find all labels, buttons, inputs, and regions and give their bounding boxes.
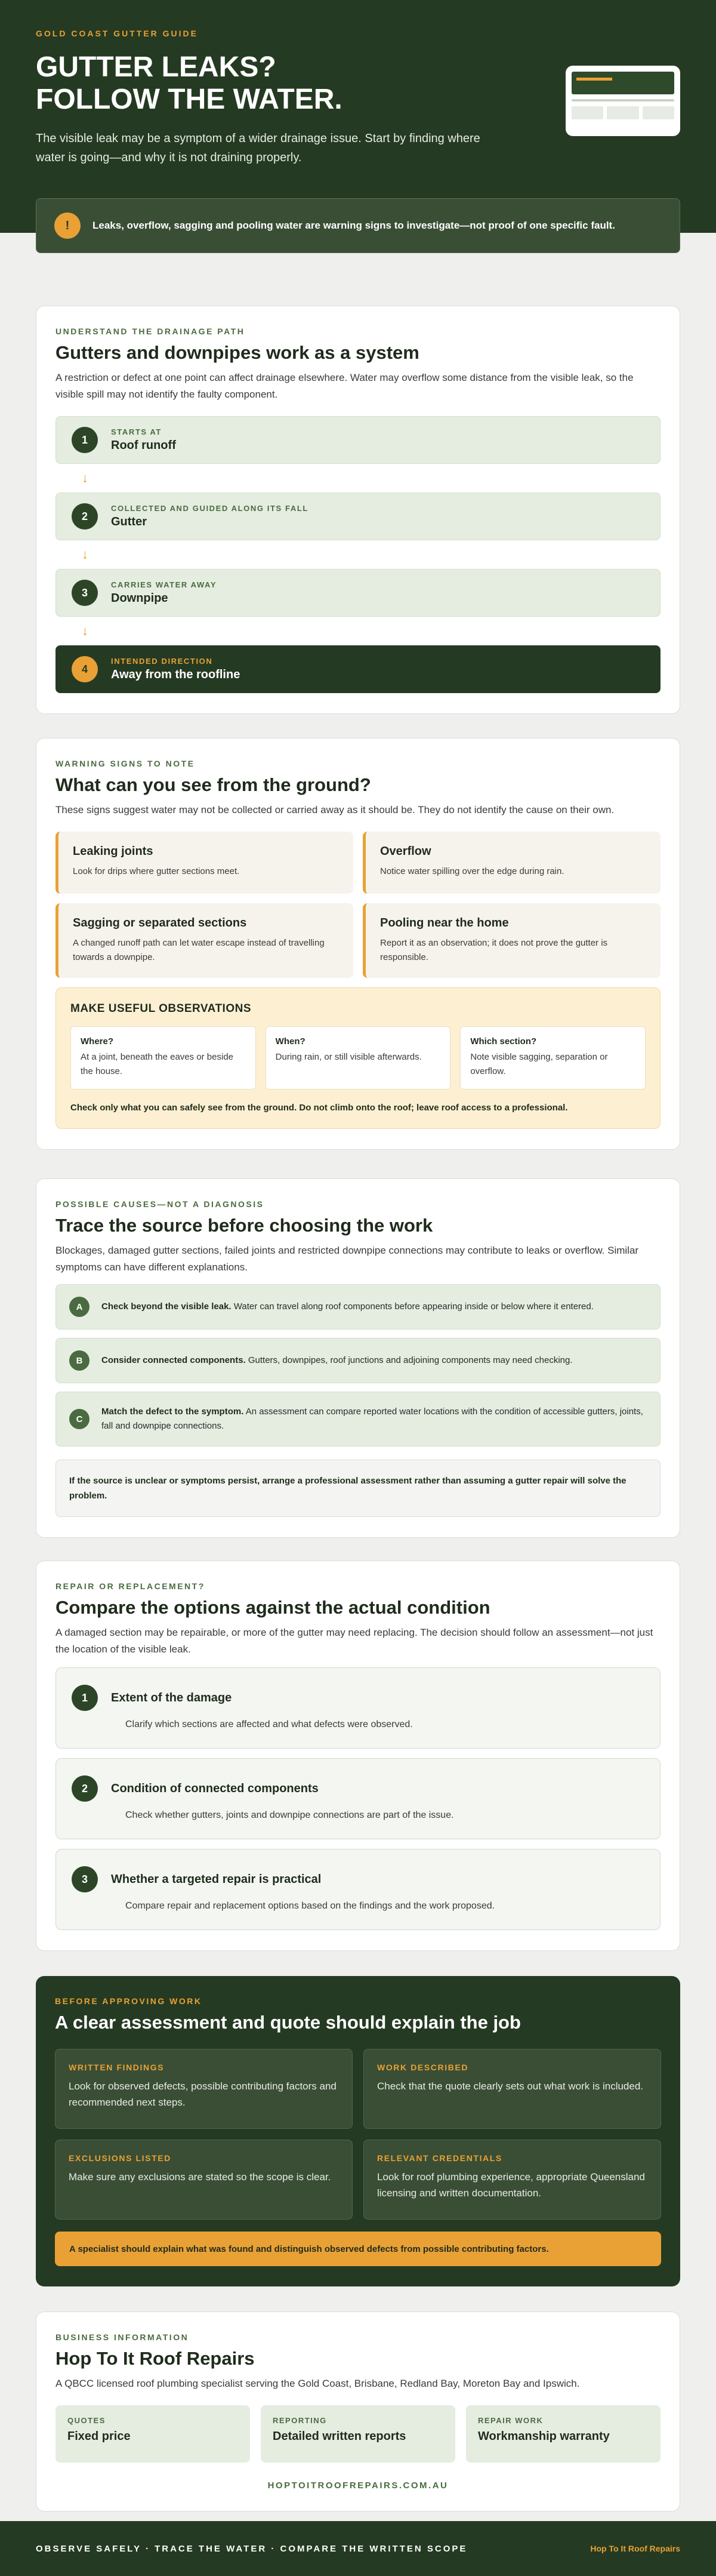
sign-title: Leaking joints bbox=[73, 845, 153, 858]
observations-safety-note: Check only what you can safely see from the ground. Do not climb onto the roof; leave roof access to a professional. bbox=[70, 1103, 568, 1113]
approve-text: Make sure any exclusions are stated so the scope is clear. bbox=[69, 2171, 331, 2183]
observations-title: MAKE USEFUL OBSERVATIONS bbox=[70, 1002, 252, 1015]
step-number: 2 bbox=[72, 503, 98, 530]
approve-text: Check that the quote clearly sets out what work is included. bbox=[377, 2081, 644, 2092]
hero-section bbox=[0, 0, 716, 233]
sign-text: Report it as an observation; it does not prove the gutter is responsible. bbox=[380, 938, 608, 962]
step-label: INTENDED DIRECTION bbox=[111, 657, 213, 666]
hero-lede: The visible leak may be a symptom of a wider drainage issue. Start by finding where water is going—and why it is not draining properly. bbox=[36, 132, 480, 164]
repair-card bbox=[36, 1561, 680, 1951]
signs-eyebrow: WARNING SIGNS TO NOTE bbox=[55, 759, 195, 768]
drainage-flow bbox=[55, 416, 661, 693]
business-value: Detailed written reports bbox=[273, 2430, 406, 2443]
sign-overflow bbox=[363, 832, 661, 894]
business-label: REPAIR WORK bbox=[478, 2416, 544, 2425]
business-card bbox=[36, 2312, 680, 2512]
arrow-down-icon: ↓ bbox=[82, 547, 88, 562]
option-number: 3 bbox=[72, 1866, 98, 1892]
thumbnail-columns bbox=[572, 106, 674, 119]
business-label: QUOTES bbox=[67, 2416, 106, 2425]
cause-detail: Water can travel along roof components before appearing inside or below where it entered. bbox=[231, 1301, 594, 1312]
cause-item-a bbox=[55, 1284, 661, 1329]
option-connected-components bbox=[55, 1758, 661, 1839]
cause-bold: Check beyond the visible leak. bbox=[101, 1301, 232, 1312]
hero-title bbox=[36, 51, 453, 116]
step-name: Roof runoff bbox=[111, 439, 176, 452]
step-number: 3 bbox=[72, 580, 98, 606]
warning-signs-card bbox=[36, 738, 680, 1150]
approve-label: WRITTEN FINDINGS bbox=[69, 2063, 165, 2072]
option-text: Compare repair and replacement options based on the findings and the work proposed. bbox=[125, 1901, 495, 1911]
step-name: Downpipe bbox=[111, 592, 168, 605]
cause-letter: B bbox=[69, 1350, 90, 1371]
approve-written-findings bbox=[55, 2049, 353, 2129]
repair-title: Compare the options against the actual condition bbox=[55, 1597, 490, 1618]
approve-relevant-credentials bbox=[363, 2140, 661, 2220]
causes-note: If the source is unclear or symptoms persist, arrange a professional assessment rather than assuming a gutter repair will solve the problem. bbox=[55, 1460, 661, 1517]
observation-answer: During rain, or still visible afterwards. bbox=[275, 1052, 422, 1062]
hero-title-line-1: GUTTER LEAKS? bbox=[36, 51, 276, 83]
drainage-eyebrow: UNDERSTAND THE DRAINAGE PATH bbox=[55, 327, 245, 336]
cause-text bbox=[101, 1353, 573, 1368]
website-link[interactable]: HOPTOITROOFREPAIRS.COM.AU bbox=[267, 2480, 449, 2491]
footer-brand-link[interactable]: Hop To It Roof Repairs bbox=[590, 2544, 680, 2553]
cause-letter: C bbox=[69, 1409, 90, 1429]
cause-text bbox=[101, 1300, 594, 1314]
causes-card bbox=[36, 1178, 680, 1538]
business-eyebrow: BUSINESS INFORMATION bbox=[55, 2332, 189, 2342]
business-lede: A QBCC licensed roof plumbing specialist serving the Gold Coast, Brisbane, Redland Bay, Moreton Bay and Ipswich. bbox=[55, 2378, 580, 2389]
step-label: CARRIES WATER AWAY bbox=[111, 580, 217, 589]
signs-lede: These signs suggest water may not be collected or carried away as it should be. They do not identify the cause on their own. bbox=[55, 804, 615, 815]
business-repair-work bbox=[466, 2405, 661, 2463]
thumbnail-header bbox=[572, 72, 674, 94]
observation-when bbox=[266, 1026, 451, 1090]
business-grid bbox=[55, 2405, 661, 2463]
cause-item-b bbox=[55, 1338, 661, 1383]
sign-leaking-joints bbox=[55, 832, 353, 894]
option-title: Condition of connected components bbox=[111, 1781, 319, 1795]
approve-card bbox=[36, 1976, 680, 2286]
approve-text: Look for observed defects, possible contributing factors and recommended next steps. bbox=[69, 2081, 337, 2108]
sign-text: A changed runoff path can let water escape instead of travelling towards a downpipe. bbox=[73, 938, 325, 962]
step-name: Away from the roofline bbox=[111, 668, 240, 681]
approve-label: RELEVANT CREDENTIALS bbox=[377, 2153, 502, 2163]
step-label: COLLECTED AND GUIDED ALONG ITS FALL bbox=[111, 504, 308, 513]
hero-kicker: GOLD COAST GUTTER GUIDE bbox=[36, 29, 198, 38]
arrow-down-icon: ↓ bbox=[82, 623, 88, 638]
drainage-title: Gutters and downpipes work as a system bbox=[55, 342, 419, 363]
flow-step-gutter bbox=[55, 493, 661, 540]
approve-label: EXCLUSIONS LISTED bbox=[69, 2153, 171, 2163]
observation-question: Which section? bbox=[470, 1036, 537, 1047]
option-text: Check whether gutters, joints and downpipe connections are part of the issue. bbox=[125, 1810, 454, 1820]
business-value: Fixed price bbox=[67, 2430, 131, 2443]
approve-exclusions-listed bbox=[55, 2140, 353, 2220]
approve-grid bbox=[55, 2049, 661, 2220]
approve-title: A clear assessment and quote should explain the job bbox=[55, 2012, 521, 2033]
cause-bold: Consider connected components. bbox=[101, 1355, 246, 1365]
approve-work-described bbox=[363, 2049, 661, 2129]
observation-question: When? bbox=[275, 1036, 305, 1047]
observation-which-section bbox=[460, 1026, 646, 1090]
option-text: Clarify which sections are affected and what defects were observed. bbox=[125, 1719, 413, 1729]
drainage-lede: A restriction or defect at one point can affect drainage elsewhere. Water may overflow some distance from the visible leak, so the visible spill may not identify the faulty component. bbox=[55, 372, 634, 400]
sign-text: Notice water spilling over the edge during rain. bbox=[380, 866, 564, 876]
signs-grid bbox=[55, 832, 661, 978]
repair-lede: A damaged section may be repairable, or more of the gutter may need replacing. The decision should follow an assessment—not just the location of the visible leak. bbox=[55, 1627, 653, 1655]
observations-grid bbox=[70, 1026, 646, 1090]
causes-title: Trace the source before choosing the work bbox=[55, 1215, 433, 1236]
approve-label: WORK DESCRIBED bbox=[377, 2063, 469, 2072]
alert-text: Leaks, overflow, sagging and pooling water are warning signs to investigate—not proof of one specific fault. bbox=[92, 220, 615, 231]
observation-question: Where? bbox=[81, 1036, 114, 1047]
page-thumbnail-image bbox=[566, 66, 680, 136]
arrow-down-icon: ↓ bbox=[82, 470, 88, 485]
option-number: 2 bbox=[72, 1775, 98, 1802]
business-value: Workmanship warranty bbox=[478, 2430, 610, 2443]
causes-eyebrow: POSSIBLE CAUSES—NOT A DIAGNOSIS bbox=[55, 1199, 264, 1209]
option-title: Whether a targeted repair is practical bbox=[111, 1872, 322, 1886]
sign-pooling bbox=[363, 903, 661, 978]
alert-icon: ! bbox=[54, 213, 81, 239]
thumbnail-line bbox=[572, 99, 674, 101]
hero-alert bbox=[36, 198, 680, 253]
causes-lede: Blockages, damaged gutter sections, failed joints and restricted downpipe connections may contribute to leaks or overflow. Similar symptoms can have different explanations. bbox=[55, 1245, 639, 1273]
sign-text: Look for drips where gutter sections meet. bbox=[73, 866, 240, 876]
approve-text: Look for roof plumbing experience, appropriate Queensland licensing and written documentation. bbox=[377, 2171, 645, 2199]
observation-where bbox=[70, 1026, 256, 1090]
cause-letter: A bbox=[69, 1297, 90, 1317]
footer-tagline: OBSERVE SAFELY · TRACE THE WATER · COMPARE THE WRITTEN SCOPE bbox=[36, 2543, 468, 2554]
option-targeted-repair bbox=[55, 1849, 661, 1930]
flow-step-roof-runoff bbox=[55, 416, 661, 464]
approve-callout: A specialist should explain what was found and distinguish observed defects from possible contributing factors. bbox=[55, 2232, 661, 2266]
observations-panel bbox=[55, 987, 661, 1129]
flow-step-downpipe bbox=[55, 569, 661, 617]
cause-item-c bbox=[55, 1392, 661, 1447]
observation-answer: Note visible sagging, separation or overflow. bbox=[470, 1052, 608, 1076]
sign-title: Overflow bbox=[380, 845, 431, 858]
repair-eyebrow: REPAIR OR REPLACEMENT? bbox=[55, 1581, 205, 1591]
step-name: Gutter bbox=[111, 515, 147, 528]
cause-detail: Gutters, downpipes, roof junctions and adjoining components may need checking. bbox=[245, 1355, 573, 1365]
option-title: Extent of the damage bbox=[111, 1691, 232, 1704]
observation-answer: At a joint, beneath the eaves or beside the house. bbox=[81, 1052, 234, 1076]
option-extent-of-damage bbox=[55, 1667, 661, 1749]
step-number: 4 bbox=[72, 656, 98, 682]
hero-title-line-2: FOLLOW THE WATER. bbox=[36, 84, 342, 115]
business-label: REPORTING bbox=[273, 2416, 327, 2425]
option-number: 1 bbox=[72, 1685, 98, 1711]
cause-bold: Match the defect to the symptom. bbox=[101, 1407, 244, 1417]
business-reporting bbox=[261, 2405, 455, 2463]
cause-detail: An assessment can compare reported water locations with the condition of accessible gutters, joints, fall and downpipe connections. bbox=[101, 1407, 643, 1431]
drainage-card bbox=[36, 306, 680, 714]
sign-title: Sagging or separated sections bbox=[73, 916, 247, 930]
footer bbox=[0, 2521, 716, 2576]
business-title: Hop To It Roof Repairs bbox=[55, 2348, 255, 2369]
approve-eyebrow: BEFORE APPROVING WORK bbox=[55, 1996, 202, 2006]
sign-title: Pooling near the home bbox=[380, 916, 509, 930]
step-number: 1 bbox=[72, 427, 98, 453]
flow-step-away-from-roofline bbox=[55, 645, 661, 693]
signs-title: What can you see from the ground? bbox=[55, 774, 371, 795]
step-label: STARTS AT bbox=[111, 427, 162, 436]
business-quotes bbox=[55, 2405, 250, 2463]
cause-text bbox=[101, 1405, 647, 1433]
sign-sagging-sections bbox=[55, 903, 353, 978]
